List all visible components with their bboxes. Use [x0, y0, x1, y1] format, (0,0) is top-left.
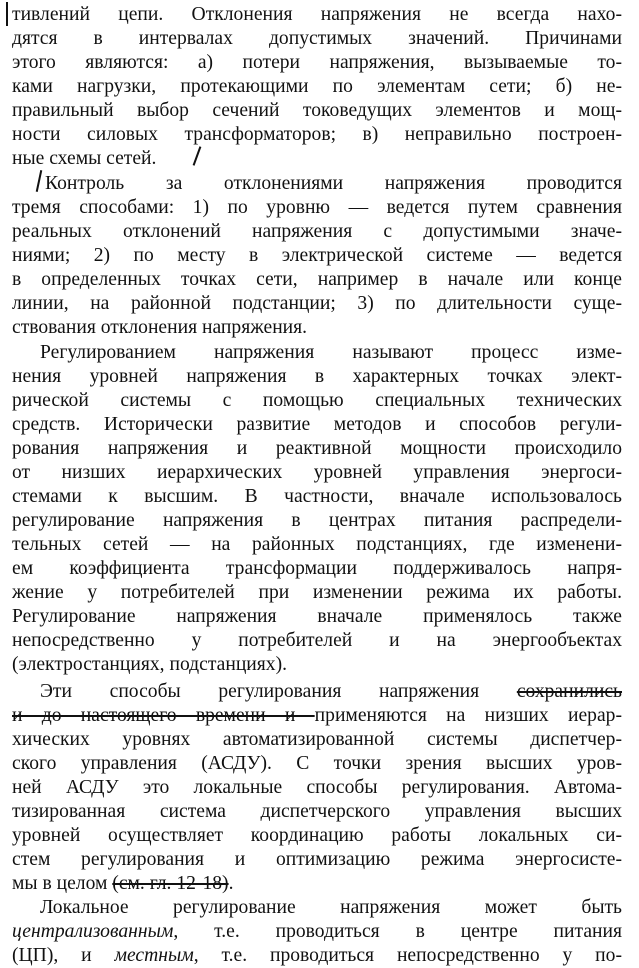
text-line: от низших иерархических уровней управления энергоси-: [12, 462, 622, 483]
text-line: Контроль за отклонениями напряжения проводится: [45, 173, 622, 194]
text-line: хических уровнях автоматизированной системы диспетчер-: [12, 729, 622, 750]
text-line: непосредственно у потребителей и на энергообъектах: [12, 630, 622, 651]
text-line: этого являются: а) потери напряжения, вызываемые то-: [12, 52, 622, 73]
text-segment: , т.е. проводиться непосредственно у по-: [193, 945, 622, 966]
text-segment: , т.е. проводиться в центре питания: [173, 921, 622, 942]
text-line: тельных сетей — на районных подстанциях, где изменени-: [12, 534, 622, 555]
text-line: тивлений цепи. Отклонения напряжения не всегда нахо-: [12, 4, 622, 25]
text-line: [12, 920, 622, 944]
pen-mark: [6, 2, 8, 26]
text-line: рической системы с помощью специальных технических: [12, 390, 622, 411]
text-line: Локальное регулирование напряжения может быть: [40, 897, 622, 918]
text-segment: Эти способы регулирования напряжения: [40, 681, 517, 702]
struck-text: (см. гл. 12-18): [112, 873, 229, 894]
text-line: ниями; 2) по месту в электрической системе — ведется: [12, 245, 622, 266]
text-line: тизированная система диспетчерского управления высших: [12, 801, 622, 822]
text-line: стемами к высшим. В частности, вначале использовалось: [12, 486, 622, 507]
struck-text: сохранились: [516, 681, 622, 702]
text-line: дятся в интервалах допустимых значений. Причинами: [12, 28, 622, 49]
text-line: средств. Исторически развитие методов и способов регули-: [12, 414, 622, 435]
text-line: линии, на районной подстанции; 3) по длительности суще-: [12, 293, 622, 314]
text-line: нения уровней напряжения в характерных точках элект-: [12, 366, 622, 387]
text-line: в определенных точках сети, например в начале или конце: [12, 269, 622, 290]
text-line: ные схемы сетей.: [12, 148, 157, 169]
text-segment: .: [228, 873, 234, 894]
text-line: [12, 704, 622, 728]
text-segment: (ЦП), и: [12, 945, 115, 966]
text-line: ности силовых трансформаторов; в) неправильно построен-: [12, 124, 622, 145]
text-line: правильный выбор сечений токоведущих элементов и мощ-: [12, 100, 622, 121]
text-line: реальных отклонений напряжения с допустимыми значе-: [12, 221, 622, 242]
text-line: уровней осуществляет координацию работы локальных си-: [12, 825, 622, 846]
text-line: (электростанциях, подстанциях).: [12, 654, 288, 675]
italic-term: местным: [114, 945, 194, 966]
text-line: рования напряжения и реактивной мощности происходило: [12, 438, 622, 459]
text-line: жение у потребителей при изменении режима их работы.: [12, 582, 622, 603]
text-line: ками нагрузки, протекающими по элементам сети; б) не-: [12, 76, 622, 97]
text-line: тремя способами: 1) по уровню — ведется путем сравнения: [12, 197, 622, 218]
pen-mark: [36, 170, 43, 192]
text-line: [40, 680, 622, 704]
text-segment: применяются на низших иерар-: [314, 705, 622, 726]
text-line: регулирование напряжения в центрах питания распредели-: [12, 510, 622, 531]
text-line: [12, 872, 622, 896]
text-line: ского управления (АСДУ). С точки зрения высших уров-: [12, 753, 622, 774]
text-line: Регулирование напряжения вначале применялось также: [12, 606, 622, 627]
italic-term: централизованным: [12, 921, 174, 942]
struck-text: и до настоящего времени и: [12, 705, 315, 726]
text-line: стем регулирования и оптимизацию режима энергосисте-: [12, 849, 622, 870]
text-line: ствования отклонения напряжения.: [12, 317, 308, 338]
text-line: ем коэффициента трансформации поддерживалось напря-: [12, 558, 622, 579]
text-line: Регулированием напряжения называют процесс изме-: [40, 342, 622, 363]
text-segment: мы в целом: [12, 873, 113, 894]
text-line: [12, 944, 622, 968]
text-line: ней АСДУ это локальные способы регулирования. Автома-: [12, 777, 622, 798]
